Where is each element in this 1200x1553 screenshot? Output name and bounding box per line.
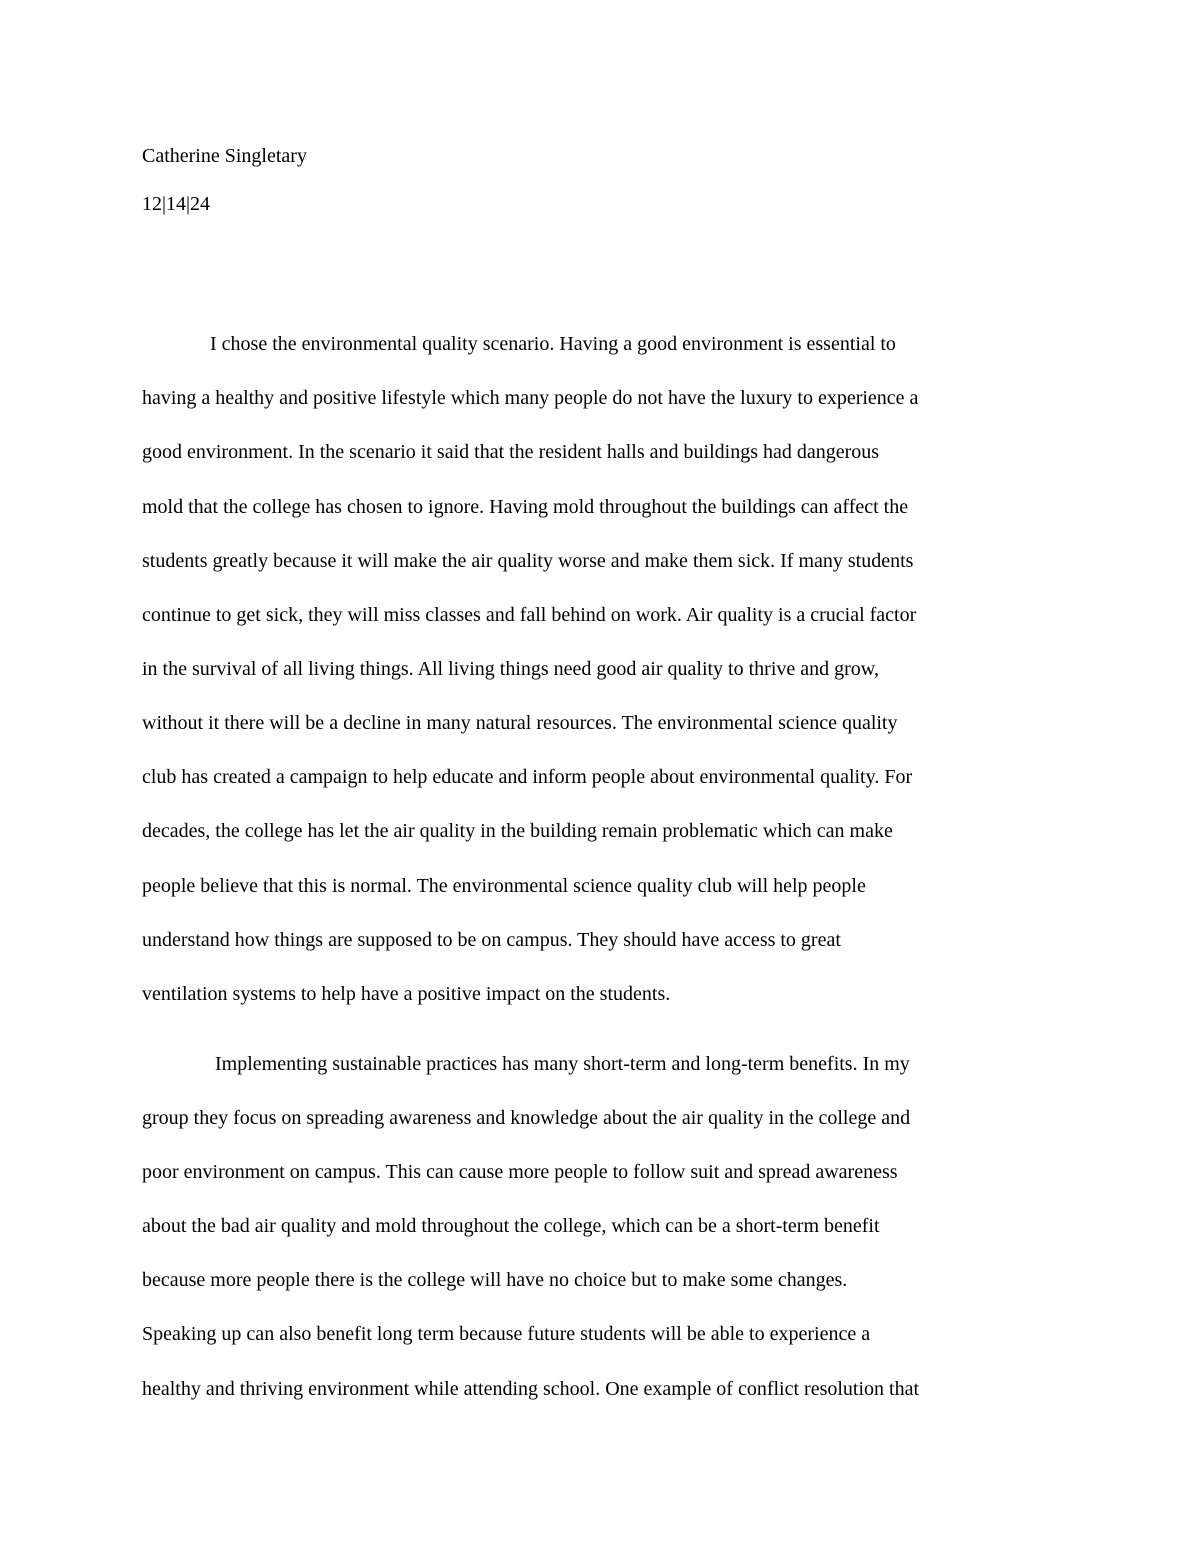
paragraph-line: I chose the environmental quality scenario. Having a good environment is essential to [210, 333, 896, 355]
paragraph-line: having a healthy and positive lifestyle which many people do not have the luxury to experience a [142, 387, 919, 409]
paragraph-line: group they focus on spreading awareness and knowledge about the air quality in the college and [142, 1107, 911, 1129]
paragraph-line: ventilation systems to help have a positive impact on the students. [142, 983, 671, 1005]
paragraph-line: without it there will be a decline in many natural resources. The environmental science quality [142, 712, 898, 734]
paragraph-line: continue to get sick, they will miss classes and fall behind on work. Air quality is a crucial factor [142, 604, 917, 626]
paragraph-line: poor environment on campus. This can cause more people to follow suit and spread awareness [142, 1161, 898, 1183]
paragraph-line: club has created a campaign to help educate and inform people about environmental quality. For [142, 766, 913, 788]
paragraph-line: Implementing sustainable practices has many short-term and long-term benefits. In my [215, 1053, 910, 1075]
paragraph-line: in the survival of all living things. All living things need good air quality to thrive and grow, [142, 658, 879, 680]
paragraph-line: about the bad air quality and mold throughout the college, which can be a short-term benefit [142, 1215, 880, 1237]
author-name: Catherine Singletary [142, 145, 307, 167]
paragraph-line: healthy and thriving environment while attending school. One example of conflict resolution that [142, 1378, 920, 1400]
paragraph-line: good environment. In the scenario it said that the resident halls and buildings had dangerous [142, 441, 880, 463]
paragraph-line: people believe that this is normal. The environmental science quality club will help people [142, 875, 866, 897]
paragraph-line: students greatly because it will make the air quality worse and make them sick. If many students [142, 550, 914, 572]
paragraph-line: because more people there is the college will have no choice but to make some changes. [142, 1269, 848, 1291]
paragraph-line: mold that the college has chosen to ignore. Having mold throughout the buildings can affect the [142, 496, 909, 518]
document-date: 12|14|24 [142, 193, 211, 215]
paragraph-line: understand how things are supposed to be on campus. They should have access to great [142, 929, 841, 951]
paragraph-line: Speaking up can also benefit long term because future students will be able to experience a [142, 1323, 871, 1345]
paragraph-line: decades, the college has let the air quality in the building remain problematic which can make [142, 820, 893, 842]
